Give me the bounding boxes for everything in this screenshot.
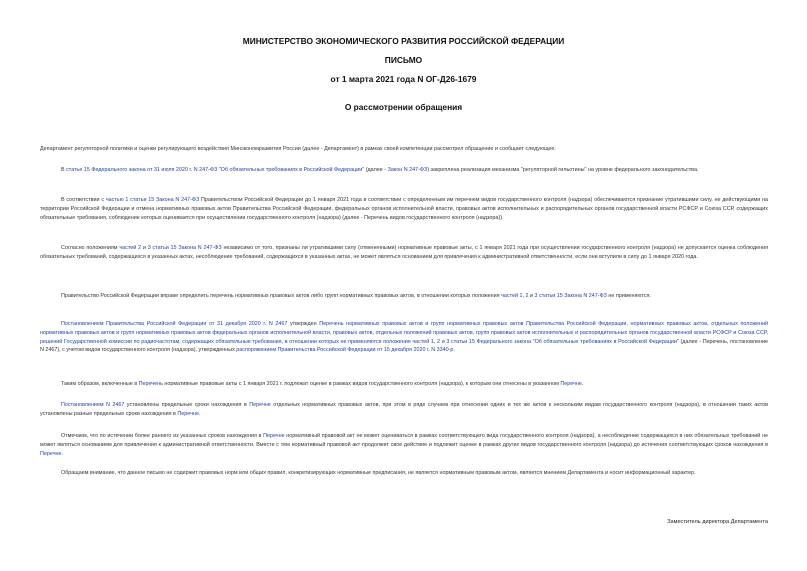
paragraph-text: нормативный правовой акт не может оцениваться в рамках соответствующего вида государственного контроля (надзора), а несоблюдение содержащихся в них обязательных требований не может являться основанием для привлечения к административной ответственности. Вместе с тем нормативный правовой акт продолжит свое действие и подлежит оценке в рамках других видов государственного контроля (надзора) до истечения соответствующих сроков нахождения в — [40, 433, 768, 448]
paragraph-text: и — [141, 245, 148, 251]
paragraph-intro — [40, 145, 768, 154]
paragraph-text: ) закреплена реализация механизма "регуляторной гильотины" на уровне федерального законодательства. — [427, 167, 699, 173]
paragraph-text: Правительством Российской Федерации до 1 января 2021 года в соответствии с определенным им перечнем видов государственного контроля (надзора) обеспечиваются признание утратившими силу, не действующими на территории Российской Федерации и отмена нормативных правовых актов Правительства Российской Федерации, федеральных органов исполнительной власти, правовых актов исполнительных и распорядительных органов государственной власти РСФСР и Союза ССР, содержащих обязательные требования, соблюдение которых оценивается при осуществлении государственного контроля (надзора) (далее - Перечень видов государственного контроля (надзора)). — [40, 197, 769, 221]
legal-reference-link[interactable]: частей 1, 2 — [501, 293, 529, 299]
paragraph-text: Таким образом, включенные в — [61, 381, 139, 387]
paragraph-text: . — [581, 381, 584, 387]
paragraph-text: нормативные правовые акты с 1 января 2021 г. подлежат оценке в рамках видов государственного контроля (надзора), к которым они отнесены в указанном — [162, 381, 561, 387]
legal-reference-link[interactable]: Постановлением Правительства Российской Федерации от 31 декабря 2020 г. N 2467 — [61, 321, 288, 327]
paragraph-text: Обращаем внимание, что данное письмо не содержит правовых норм или общих правил, конкретизирующих нормативные предписания, не является нормативным правовым актом, является мнением Департамента и носит информационный характер. — [61, 470, 696, 476]
paragraph-text: Правительство Российской Федерации вправе определить перечень нормативных правовых актов либо групп нормативных правовых актов, в отношении которых положения — [61, 293, 502, 299]
signature-line: Заместитель директора Департамента — [667, 519, 768, 525]
paragraph-resolution-2467 — [40, 320, 768, 355]
paragraph-text: В соответствии с — [61, 197, 106, 203]
legal-reference-link[interactable]: Перечне — [177, 410, 199, 417]
legal-reference-link[interactable]: Перечень нормативных правовых актов и групп нормативных правовых актов Правительства Российской Федерации, нормативных правовых актов, отдельных положений нормативных правовых актов и групп нормативных правовых актов федеральных органов исполнительной власти, правовых актов, отдельных положений правовых актов, групп правовых актов исполнительных и распорядительных органов государственной власти РСФСР и Союза ССР, решений Государственной комиссии по радиочастотам, содержащих обязательные требования, в отношении которых не применяются положения частей 1, 2 и 3 статьи 15 Федерального закона "Об обязательных требованиях в Российской Федерации" — [40, 321, 768, 345]
paragraph-text: и — [528, 293, 535, 299]
paragraph-conclusion — [40, 380, 768, 389]
paragraph-text: утвержден — [287, 321, 320, 327]
paragraph-law-247 — [40, 166, 768, 175]
ministry-heading: МИНИСТЕРСТВО ЭКОНОМИЧЕСКОГО РАЗВИТИЯ РОССИЙСКОЙ ФЕДЕРАЦИИ — [242, 36, 565, 46]
paragraph-text: Департамент регуляторной политики и оценки регулирующего воздействия Минэкономразвития России (далее - Департамент) в рамках своей компетенции рассмотрел обращение и сообщает следующее. — [40, 146, 556, 152]
document-type-heading: ПИСЬМО — [384, 55, 423, 65]
paragraph-text: независимо от того, признаны ли утратившими силу (отмененными) нормативные правовые акты, с 1 января 2021 года при осуществлении государственного контроля (надзора) не допускается оценка соблюдения обязательных требований, содержащихся в указанных актах, несоблюдение требований, содержащихся в указанных актах, не может являться основанием для привлечения к административной ответственности, если они вступили в силу до 1 января 2020 года. — [40, 245, 769, 260]
paragraph-text: В — [61, 167, 67, 173]
legal-reference-link[interactable]: распоряжением Правительства Российской Федерации от 15 декабря 2020 г. N 3340-р — [236, 347, 454, 354]
paragraph-text: (далее - — [364, 167, 388, 173]
paragraph-text: установлены предельные сроки нахождения в — [124, 402, 250, 408]
legal-reference-link[interactable]: Перечне — [40, 450, 62, 457]
paragraph-text: . — [198, 410, 201, 417]
paragraph-text: (далее - Перечень, постановление N 2467), с учетом видов государственного контроля (надзора), утвержденных — [40, 338, 768, 354]
paragraph-text: отдельных нормативных правовых актов, при этом в ряде случаев при отнесении одних и тех же актов к нескольким видам государственного контроля (надзора), в отношении таких актов установлены разные предельные сроки нахождения в — [40, 402, 769, 417]
legal-reference-link[interactable]: Перечне — [263, 433, 285, 439]
paragraph-text: Согласно положениям — [61, 245, 120, 251]
legal-reference-link[interactable]: Перечне — [560, 381, 582, 387]
paragraph-text: . — [453, 347, 455, 354]
paragraph-text: . — [61, 450, 63, 457]
legal-reference-link[interactable]: статье 15 Федерального закона от 31 июля 2020 г. N 247-ФЗ "Об обязательных требованиях в Российской Федерации" — [66, 167, 365, 173]
legal-reference-link[interactable]: 3 статьи 15 Закона N 247-ФЗ — [534, 293, 607, 299]
paragraph-part-1 — [40, 196, 768, 222]
paragraph-text: Отмечаем, что по истечении более раннего из указанных сроков нахождения в — [61, 433, 264, 439]
legal-reference-link[interactable]: частью 1 статьи 15 Закона N 247-ФЗ — [105, 197, 200, 203]
paragraph-parts-2-3 — [40, 244, 768, 262]
paragraph-time-limits — [40, 401, 768, 419]
paragraph-disclaimer — [40, 469, 768, 478]
legal-reference-link[interactable]: Постановлением N 2467 — [61, 402, 125, 408]
legal-reference-link[interactable]: Перечне — [249, 402, 271, 408]
date-number-heading: от 1 марта 2021 года N ОГ-Д26-1679 — [330, 74, 477, 84]
legal-reference-link[interactable]: Закон N 247-ФЗ — [387, 167, 428, 173]
paragraph-expiry-note — [40, 432, 768, 458]
subject-heading: О рассмотрении обращения — [344, 102, 463, 112]
legal-reference-link[interactable]: Перечень — [138, 381, 163, 387]
legal-reference-link[interactable]: частей 2 — [119, 245, 142, 251]
paragraph-text: не применяются. — [606, 293, 651, 299]
legal-reference-link[interactable]: 3 статьи 15 Закона N 247-ФЗ — [147, 245, 222, 251]
paragraph-government-right — [40, 292, 768, 301]
